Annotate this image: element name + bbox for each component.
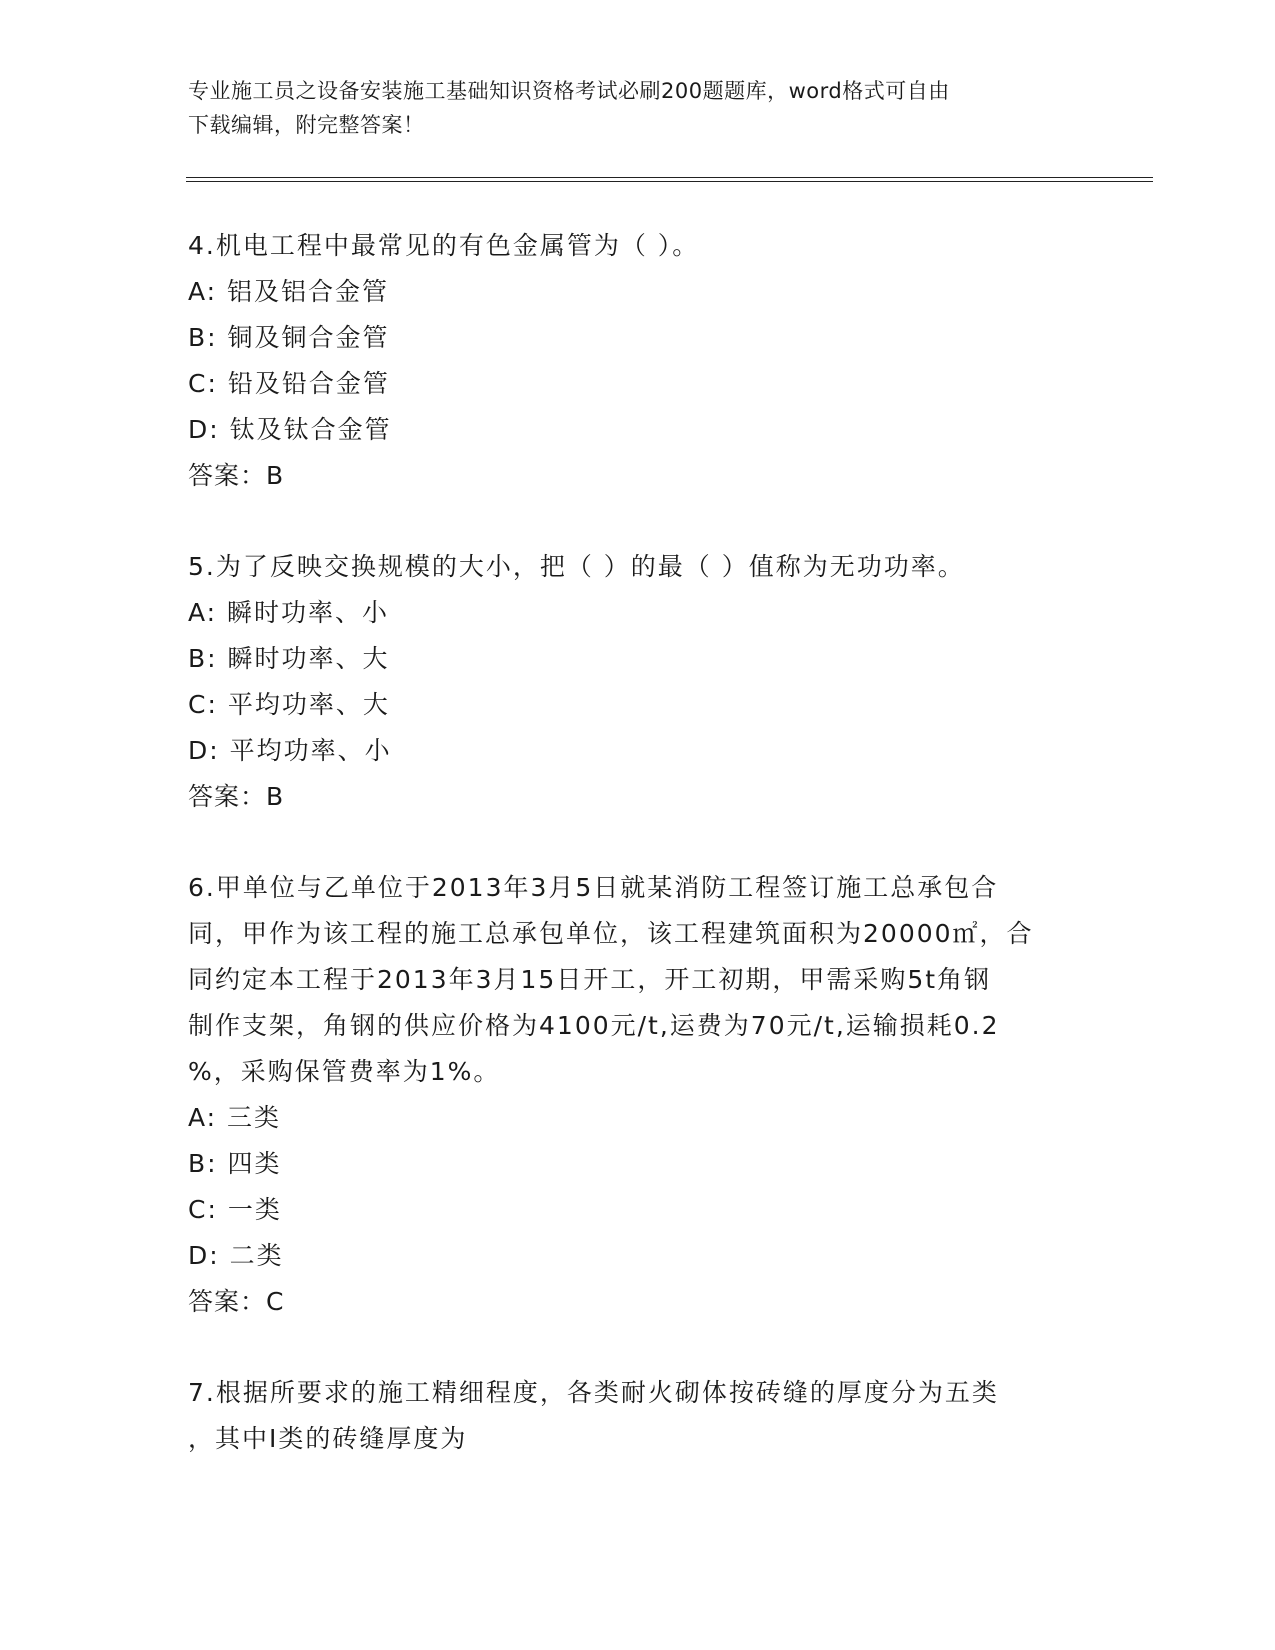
option-text: 瞬时功率、大 bbox=[227, 644, 390, 673]
header-divider-top bbox=[186, 177, 1153, 178]
option-c bbox=[188, 682, 1088, 728]
option-key: C: bbox=[188, 690, 218, 719]
question-stem-line: %，采购保管费率为1%。 bbox=[188, 1057, 501, 1086]
option-text: 铅及铅合金管 bbox=[227, 369, 390, 398]
option-text: 二类 bbox=[229, 1241, 284, 1270]
question-stem: 5.为了反映交换规模的大小，把（ ）的最（ ）值称为无功功率。 bbox=[188, 552, 965, 581]
question-stem-line: 同约定本工程于2013年3月15日开工，开工初期，甲需采购5t角钢 bbox=[188, 965, 992, 994]
answer-line: 答案：B bbox=[188, 782, 285, 811]
question-stem-line: 同，甲作为该工程的施工总承包单位，该工程建筑面积为20000㎡，合 bbox=[188, 919, 1034, 948]
option-key: B: bbox=[188, 1149, 218, 1178]
answer-line: 答案：C bbox=[188, 1287, 285, 1316]
option-c bbox=[188, 361, 1088, 407]
option-key: D: bbox=[188, 1241, 220, 1270]
option-d bbox=[188, 728, 1088, 774]
header-title-line-2: 下载编辑，附完整答案！ bbox=[188, 113, 425, 137]
option-d bbox=[188, 1233, 1088, 1279]
question-stem: 4.机电工程中最常见的有色金属管为（ ）。 bbox=[188, 231, 700, 260]
document-header bbox=[188, 74, 1088, 142]
option-key: A: bbox=[188, 1103, 218, 1132]
option-b bbox=[188, 315, 1088, 361]
option-key: D: bbox=[188, 736, 220, 765]
option-text: 钛及钛合金管 bbox=[229, 415, 392, 444]
option-b bbox=[188, 636, 1088, 682]
question-list bbox=[188, 223, 1088, 1507]
option-c bbox=[188, 1187, 1088, 1233]
question-stem-line: 7.根据所要求的施工精细程度，各类耐火砌体按砖缝的厚度分为五类 bbox=[188, 1378, 999, 1407]
option-a bbox=[188, 1095, 1088, 1141]
question-5 bbox=[188, 544, 1088, 820]
header-title-line-1: 专业施工员之设备安装施工基础知识资格考试必刷200题题库，word格式可自由 bbox=[188, 79, 950, 103]
option-a bbox=[188, 590, 1088, 636]
question-stem-line: ，其中I类的砖缝厚度为 bbox=[188, 1424, 468, 1453]
option-key: B: bbox=[188, 644, 218, 673]
option-key: C: bbox=[188, 369, 218, 398]
option-key: B: bbox=[188, 323, 218, 352]
question-stem-line: 6.甲单位与乙单位于2013年3月5日就某消防工程签订施工总承包合 bbox=[188, 873, 999, 902]
option-b bbox=[188, 1141, 1088, 1187]
option-key: A: bbox=[188, 598, 218, 627]
question-6 bbox=[188, 865, 1088, 1325]
option-text: 平均功率、大 bbox=[227, 690, 390, 719]
option-key: C: bbox=[188, 1195, 218, 1224]
answer-line: 答案：B bbox=[188, 461, 285, 490]
option-key: D: bbox=[188, 415, 220, 444]
option-text: 平均功率、小 bbox=[229, 736, 392, 765]
option-text: 瞬时功率、小 bbox=[227, 598, 390, 627]
option-text: 铝及铝合金管 bbox=[227, 277, 390, 306]
option-text: 三类 bbox=[227, 1103, 282, 1132]
option-d bbox=[188, 407, 1088, 453]
option-text: 铜及铜合金管 bbox=[227, 323, 390, 352]
question-stem-line: 制作支架，角钢的供应价格为4100元/t,运费为70元/t,运输损耗0.2 bbox=[188, 1011, 1000, 1040]
question-4 bbox=[188, 223, 1088, 499]
header-divider-bottom bbox=[186, 181, 1153, 182]
option-text: 四类 bbox=[227, 1149, 282, 1178]
option-key: A: bbox=[188, 277, 218, 306]
option-a bbox=[188, 269, 1088, 315]
question-7 bbox=[188, 1370, 1088, 1462]
option-text: 一类 bbox=[227, 1195, 282, 1224]
